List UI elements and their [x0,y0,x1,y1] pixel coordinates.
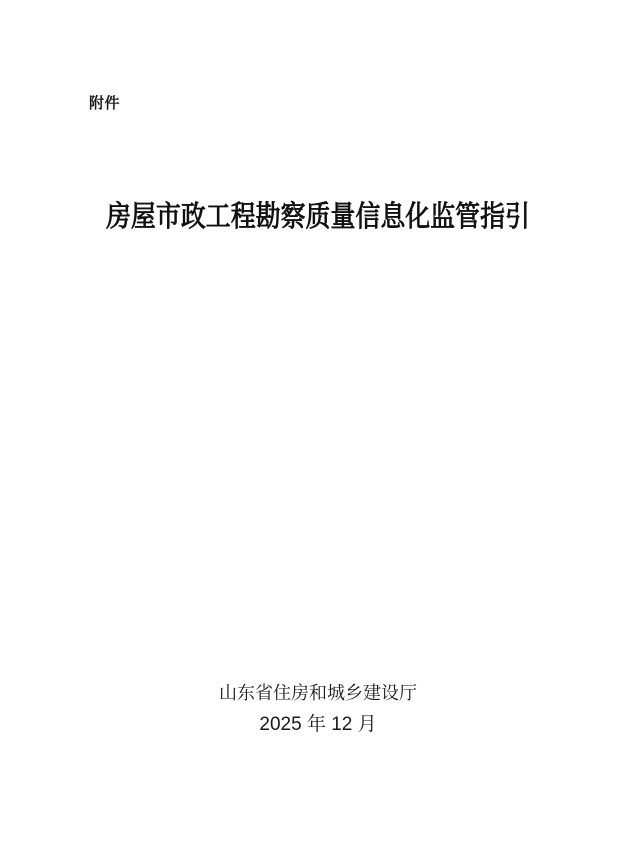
attachment-label: 附件 [89,95,121,112]
issuing-organization: 山东省住房和城乡建设厅 [219,683,417,703]
document-title: 房屋市政工程勘察质量信息化监管指引 [105,199,530,233]
publication-date: 2025 年 12 月 [259,714,377,735]
